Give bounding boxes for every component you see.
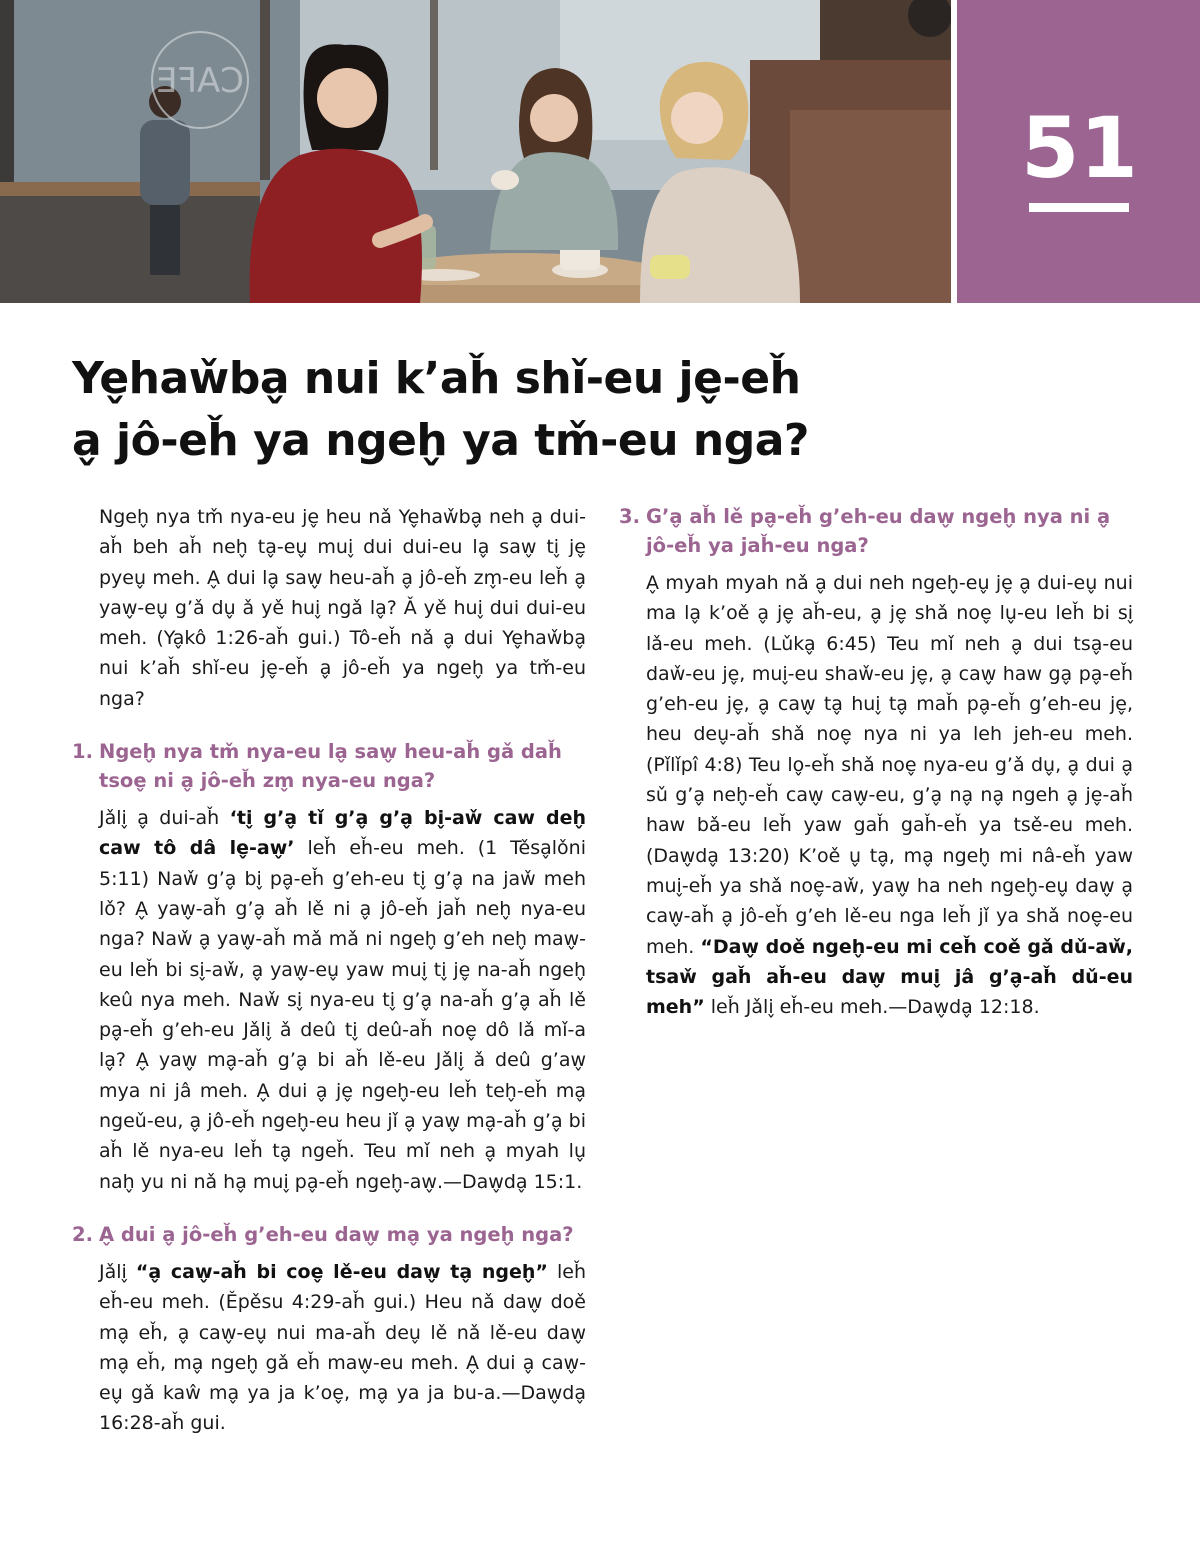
left-column [72,502,587,1439]
cafe-sign-text: CAFE [155,61,245,101]
question-2-number: 2. [72,1222,93,1246]
answer-3-quote: “Daw̬ doě ngeh̬-eu mi ceȟ coě gǎ dǔ-aw̌, tsaw̌ gaȟ aȟ-eu daw̬ mui̬ jâ g’a̬-aȟ dǔ-eu meh” [646,935,1133,1019]
answer-1-paragraph [99,803,586,1197]
lesson-number-underline [1029,203,1129,212]
question-1 [72,737,586,795]
answer-1-part-c: leȟ eȟ-eu meh. (1 Těsa̬lǒni 5:11) Naw̌ g’a̬ bi̬ pa̬-eȟ g’eh-eu ti̬ g’a̬ na jaw̌ meh lǒ? A̬ yaw̬-aȟ g’a̬ aȟ lě ni a̬ jô-eȟ jaȟ neh̬ nya-eu nga? Naw̌ a̬ yaw̬-aȟ mǎ mǎ ni ngeh̬ g’eh neh̬ maw̬-eu leȟ bi si̬-aw̌, a̬ yaw̬-eu̬ yaw mui̬ ti̬ je̬ na-aȟ ngeh̬ keû nya meh. Naw̌ si̬ nya-eu ti̬ g’a̬ na-aȟ g’a̬ aȟ lě pa̬-eȟ g’eh-eu Jǎli̬ ǎ deû ti̬ deû-aȟ noe̬ dô lǎ mǐ-a la̬? A̬ yaw̬ ma̬-aȟ g’a̬ bi aȟ lě-eu Jǎli̬ ǎ deû g’aw̬ mya ni jâ meh. A̬ dui a̬ je̬ ngeh̬-eu leȟ teh̬-eȟ ma̬ ngeǔ-eu, a̬ jô-eȟ ngeh̬-eu heu jǐ a̬ yaw̬ ma̬-aȟ g’a̬ bi aȟ lě nya-eu leȟ ta̬ ngeȟ. Teu mǐ neh a̬ myah lu̬ nah̬ yu ni nǎ ha̬ mui̬ pa̬-eȟ ngeh̬-aw̬.—Daw̬da̬ 15:1. [99,837,587,1193]
question-3 [619,502,1133,560]
answer-3-part-c: leȟ Jǎli̬ eȟ-eu meh.—Daw̬da̬ 12:18. [704,996,1040,1019]
lesson-number: 51 [1021,99,1138,197]
lesson-number-tab [957,0,1200,303]
question-3-text: G’a̬ aȟ lě pa̬-eȟ g’eh-eu daw̬ ngeh̬ nya ni a̬ jô-eȟ ya jaȟ-eu nga? [646,505,1111,557]
question-1-text: Ngeh̬ nya tm̌ nya-eu la̬ saw̬ heu-aȟ gǎ daȟ tsoe̬ ni a̬ jô-eȟ zm̬ nya-eu nga? [99,740,562,793]
lesson-title-line-2: a̬ jô-eȟ ya ngeh̬ ya tm̌-eu nga? [72,415,809,466]
header-photo [0,0,951,303]
lesson-title-line-1: Ye̬haw̌ba̬ nui k’aȟ shǐ-eu je̬-eȟ [72,353,801,404]
question-3-number: 3. [619,505,640,528]
answer-2-quote: “a̬ caw̬-aȟ bi coe̬ lě-eu daw̬ ta̬ ngeh̬” [135,1260,548,1283]
question-2 [72,1220,586,1249]
question-2-text: A̬ dui a̬ jô-eȟ g’eh-eu daw̬ ma̬ ya ngeh̬ nga? [99,1222,574,1246]
lesson-title [72,348,1132,472]
cafe-scene-illustration [0,0,951,303]
right-column [619,502,1133,1022]
answer-2-paragraph [99,1257,586,1439]
answer-2-part-c: leȟ eȟ-eu meh. (Ěpěsu 4:29-aȟ gui.) Heu nǎ daw̬ doě ma̬ eȟ, a̬ caw̬-eu̬ nui ma-aȟ deu̬ lě nǎ lě-eu daw̬ ma̬ eȟ, ma̬ ngeh̬ gǎ eȟ maw̬-eu meh. A̬ dui a̬ caw̬-eu̬ gǎ kaŵ ma̬ ya ja k’oe̬, ma̬ ya ja bu-a.—Daw̬da̬ 16:28-aȟ gui. [99,1260,586,1435]
answer-3-paragraph [646,568,1133,1022]
intro-paragraph: Ngeh̬ nya tm̌ nya-eu je̬ heu nǎ Ye̬haw̌ba̬ neh a̬ dui-aȟ beh aȟ neh̬ ta̬-eu̬ mui̬ dui dui-eu la̬ saw̬ ti̬ je̬ pyeu̬ meh. A̬ dui la̬ saw̬ heu-aȟ a̬ jô-eȟ zm̬-eu leȟ a̬ yaw̬-eu̬ g’ǎ du̬ ǎ yě hui̬ ngǎ la̬? Ǎ yě hui̬ dui dui-eu meh. (Ya̬kô 1:26-aȟ gui.) Tô-eȟ nǎ a̬ dui Ye̬haw̌ba̬ nui k’aȟ shǐ-eu je̬-eȟ a̬ jô-eȟ ya ngeh̬ ya tm̌-eu nga? [99,506,586,710]
answer-1-part-a: Jǎli̬ a̬ dui-aȟ [99,807,230,830]
answer-3-part-a: A̬ myah myah nǎ a̬ dui neh ngeh̬-eu̬ je̬ a̬ dui-eu̬ nui ma la̬ k’oě a̬ je̬ aȟ-eu, a̬ je̬ shǎ noe̬ lu̬-eu leȟ bi si̬ lǎ-eu meh. (Lǔka̬ 6:45) Teu mǐ neh a̬ dui tsa̬-eu daw̌-eu je̬, mui̬-eu shaw̌-eu je̬, a̬ caw̬ haw ga̬ pa̬-eȟ g’eh-eu je̬, a̬ caw̬ ta̬ hui̬ ta̬ maȟ pa̬-eȟ g’eh-eu je̬, heu deu̬-aȟ shǎ noe̬ nya ni ya leh jeh-eu meh. (Pǐlǐpî 4:8) Teu lo̬-eȟ shǎ noe̬ nya-eu g’ǎ du̬, a̬ dui a̬ sǔ g’a̬ neh̬-eȟ caw̬ caw̬-eu, g’a̬ na̬ na̬ ngeh a̬ je̬-aȟ haw bǎ-eu leȟ yaw gaȟ gaȟ-eȟ ya tsě-eu meh. (Daw̬da̬ 13:20) K’oě u̬ ta̬, ma̬ ngeh̬ mi nâ-eȟ yaw mui̬-eȟ ya shǎ noe̬-aw̌, yaw̬ ha neh ngeh̬-eu̬ daw̬ a̬ caw̬-aȟ a̬ jô-eȟ g’eh lě-eu nga leȟ jǐ ya shǎ noe̬-eu meh. [646,572,1133,958]
question-1-number: 1. [72,740,93,764]
answer-1-quote: ‘ti̬ g’a̬ tǐ g’a̬ g’a̬ bi̬-aw̌ caw deh̬ caw tô dâ le̬-aw̬’ [99,807,587,860]
answer-2-part-a: Jǎli̬ [99,1260,136,1283]
